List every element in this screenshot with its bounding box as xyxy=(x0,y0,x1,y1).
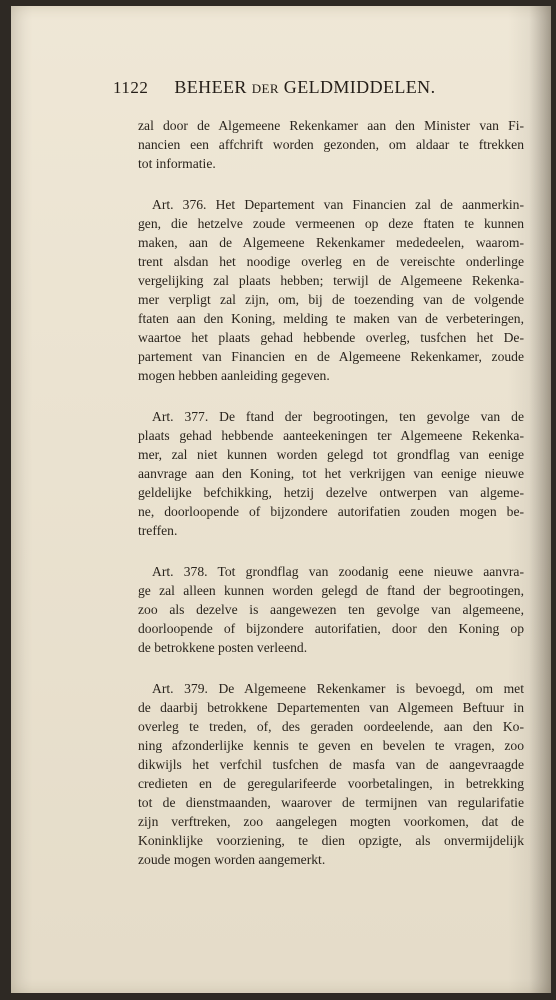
text-line: de daarbij betrokkene Departementen van Algemeen Beftuur in xyxy=(138,700,524,715)
text-line: gen, die hetzelve zoude vermeenen op deze ftaten te kunnen xyxy=(138,216,524,231)
text-line: doorloopende of bijzondere autorifatien, door den Koning op xyxy=(138,621,524,636)
article-379 xyxy=(138,679,524,869)
text-line: credieten en de geregularifeerde voorbetalingen, in betrekking xyxy=(138,776,524,791)
paragraph-continuation xyxy=(138,116,524,173)
text-line: overleg te treden, of, des geraden oordeelende, aan den Ko- xyxy=(138,719,524,734)
text-line: ftaten aan den Koning, melding te maken van de verbeteringen, xyxy=(138,311,524,326)
page-number: 1122 xyxy=(113,78,149,97)
text-line: waartoe het plaats gehad hebbende overleg, tusfchen het De- xyxy=(138,330,524,345)
title-word-1: BEHEER xyxy=(174,77,247,97)
article-376 xyxy=(138,195,524,385)
text-line: mogen hebben aanleiding gegeven. xyxy=(138,368,330,383)
text-line: ne, doorloopende of bijzondere autorifatien zouden mogen be- xyxy=(138,504,524,519)
text-line: plaats gehad hebbende aanteekeningen ter Algemeene Rekenka- xyxy=(138,428,524,443)
text-line: partement van Financien en de Algemeene Rekenkamer, zoude xyxy=(138,349,524,364)
article-378 xyxy=(138,562,524,657)
text-line: Koninklijke voorziening, te dien opzigte, als onvermijdelijk xyxy=(138,833,524,848)
running-header xyxy=(113,77,503,98)
spine-shadow xyxy=(529,6,551,993)
text-line: maken, aan de Algemeene Rekenkamer mededeelen, waarom- xyxy=(138,235,524,250)
text-line: geldelijke befchikking, hetzij dezelve ontwerpen van algeme- xyxy=(138,485,524,500)
text-line: Art. 377. De ftand der begrootingen, ten gevolge van de xyxy=(152,409,524,424)
text-line: Art. 378. Tot grondflag van zoodanig eene nieuwe aanvra- xyxy=(152,564,524,579)
title-word-3: GELDMIDDELEN. xyxy=(283,77,436,97)
text-line: tot informatie. xyxy=(138,156,216,171)
text-line: aanvrage aan den Koning, tot het verkrijgen van eenige nieuwe xyxy=(138,466,524,481)
text-line: nancien een affchrift worden gezonden, om aldaar te ftrekken xyxy=(138,137,524,152)
article-377 xyxy=(138,407,524,540)
text-line: zoo als dezelve is aangewezen ten gevolge van algemeene, xyxy=(138,602,524,617)
text-line: trent alsdan het noodige overleg en de vereischte onderlinge xyxy=(138,254,524,269)
text-line: ge zal alleen kunnen worden gelegd de ftand der begrootingen, xyxy=(138,583,524,598)
text-line: treffen. xyxy=(138,523,178,538)
text-line: ning afzonderlijke kennis te geven en bevelen te vragen, zoo xyxy=(138,738,524,753)
running-title xyxy=(174,77,435,97)
text-line: vergelijking zal plaats hebben; terwijl de Algemeene Rekenka- xyxy=(138,273,524,288)
text-line: tot de dienstmaanden, waarover de termijnen van regularifatie xyxy=(138,795,524,810)
title-word-2: DER xyxy=(251,81,279,96)
text-line: mer, zal niet kunnen worden gelegd tot grondflag van eenige xyxy=(138,447,524,462)
text-line: zal door de Algemeene Rekenkamer aan den Minister van Fi- xyxy=(138,118,524,133)
text-line: Art. 379. De Algemeene Rekenkamer is bevoegd, om met xyxy=(152,681,524,696)
text-line: zijn verftreken, zoo aangelegen mogten voorkomen, dat de xyxy=(138,814,524,829)
text-line: zoude mogen worden aangemerkt. xyxy=(138,852,326,867)
body-text xyxy=(138,116,524,869)
text-line: mer verpligt zal zijn, om, bij de toezending van de volgende xyxy=(138,292,524,307)
text-line: de betrokkene posten verleend. xyxy=(138,640,308,655)
text-line: Art. 376. Het Departement van Financien zal de aanmerkin- xyxy=(152,197,524,212)
text-line: dikwijls het verfchil tusfchen de masfa van de aangevraagde xyxy=(138,757,524,772)
